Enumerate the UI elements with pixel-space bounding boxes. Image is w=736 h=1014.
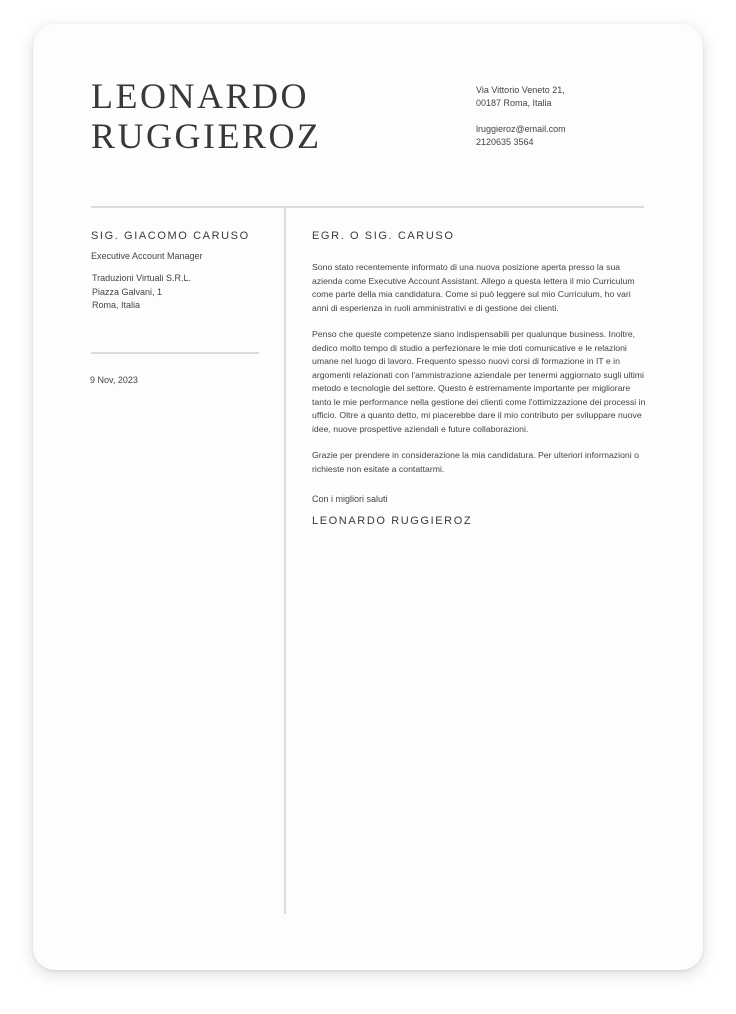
sender-phone: 2120635 3564 xyxy=(476,137,534,147)
letter-body xyxy=(312,261,648,489)
letter-paragraph-2: Penso che queste competenze siano indispensabili per qualunque business. Inoltre, dedico molto tempo di studio a perfezionare le mie doti comunicative e le relazioni umane nel luogo di lavoro. Frequento spesso nuovi corsi di formazione in IT e in argomenti relazionati con l'ammistrazione aziendale per tenermi aggiornato sugli ultimi metodo e tecnologie del settore. Questo è estremamente importante per migliorare tanto le mie performance nella gestione dei clienti come l'ottimizzazione dei processi in ufficio. Oltre a quanto detto, mi piacerebbe dare il mio contributo per sviluppare nuove idee, nuove prospettive aziendali e future collaborazioni. xyxy=(312,329,646,434)
recipient-company: Traduzioni Virtuali S.R.L. xyxy=(92,273,192,283)
header-divider xyxy=(91,206,644,208)
recipient-street: Piazza Galvani, 1 xyxy=(92,286,163,297)
sender-email: lruggieroz@email.com xyxy=(476,124,566,134)
letter-salutation: EGR. O SIG. CARUSO xyxy=(312,230,455,242)
sender-name-line1: LEONARDO xyxy=(91,76,309,116)
recipient-city: Roma, Italia xyxy=(92,300,141,310)
contact-spacer xyxy=(476,110,566,123)
sender-name xyxy=(91,76,321,156)
letter-closing: Con i migliori saluti xyxy=(312,494,388,504)
letter-date: 9 Nov, 2023 xyxy=(90,375,138,385)
letter-signature: LEONARDO RUGGIEROZ xyxy=(312,515,473,527)
sender-address-line1: Via Vittorio Veneto 21, xyxy=(476,85,565,95)
sender-name-line2: RUGGIEROZ xyxy=(91,116,322,156)
sender-contact xyxy=(476,84,566,149)
column-divider xyxy=(284,208,286,914)
letter-paragraph-3: Grazie per prendere in considerazione la mia candidatura. Per ulteriori informazioni o richieste non esitate a contattarmi. xyxy=(312,450,639,474)
recipient-address xyxy=(92,272,191,313)
letter-paragraph-1: Sono stato recentemente informato di una nuova posizione aperta presso la sua azienda come Executive Account Assistant. Allego a questa lettera il mio Curriculum come parte della mia candidatura. Come si può leggere sul mio Curriculum, ho vari anni di esperienza in ruoli amministrativi e di gestione dei clienti. xyxy=(312,262,635,313)
cover-letter-page xyxy=(33,24,703,970)
recipient-role: Executive Account Manager xyxy=(91,251,203,261)
sender-address-line2: 00187 Roma, Italia xyxy=(476,98,552,108)
sidebar-divider xyxy=(91,352,259,354)
recipient-name: SIG. GIACOMO CARUSO xyxy=(91,230,250,242)
